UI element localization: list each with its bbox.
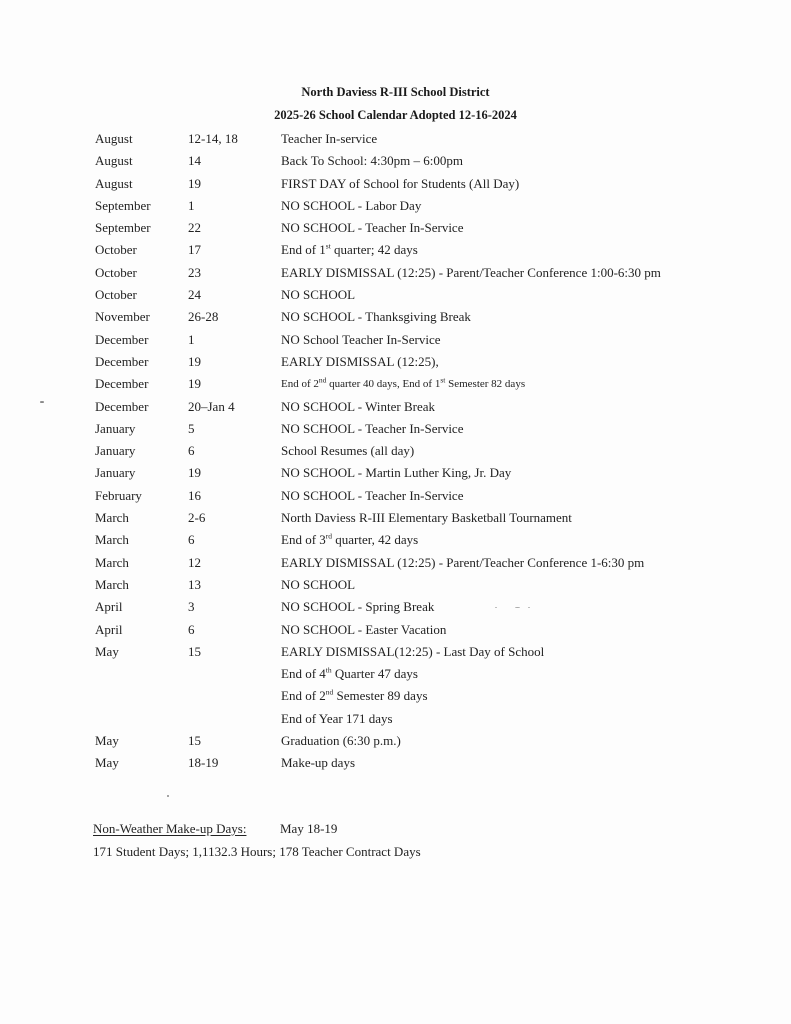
month-cell: March — [95, 510, 129, 526]
month-cell: April — [95, 599, 123, 615]
month-cell: November — [95, 309, 150, 325]
event-cell: Graduation (6:30 p.m.) — [281, 733, 401, 749]
month-cell: August — [95, 131, 133, 146]
summary-line: 171 Student Days; 1,1132.3 Hours; 178 Teacher Contract Days — [93, 844, 421, 859]
calendar-row — [0, 329, 791, 351]
day-cell: 19 — [188, 376, 201, 392]
event-cell: End of Year 171 days — [281, 710, 393, 726]
calendar-row — [0, 306, 791, 328]
month-cell: September — [95, 220, 151, 236]
month-cell: October — [95, 287, 137, 303]
calendar-row — [0, 173, 791, 195]
event-cell: School Resumes (all day) — [281, 443, 415, 459]
day-cell: 6 — [188, 621, 195, 637]
event-cell: End of 1st quarter; 42 days — [281, 242, 418, 258]
event-cell: NO SCHOOL - Easter Vacation — [281, 621, 447, 637]
day-cell: 6 — [188, 532, 195, 548]
event-cell: EARLY DISMISSAL(12:25) - Last Day of School — [281, 643, 545, 659]
day-cell: 17 — [188, 242, 201, 258]
event-cell: FIRST DAY of School for Students (All Day) — [281, 175, 520, 191]
calendar-row — [0, 239, 791, 261]
day-cell: 16 — [188, 487, 201, 503]
month-cell: March — [95, 554, 129, 570]
month-cell: May — [95, 733, 119, 749]
calendar-row — [0, 641, 791, 663]
day-cell: 12-14, 18 — [188, 131, 238, 146]
event-cell: NO SCHOOL - Martin Luther King, Jr. Day — [281, 465, 512, 481]
scan-speck — [515, 607, 520, 608]
event-cell: NO SCHOOL - Thanksgiving Break — [281, 309, 471, 325]
month-cell: March — [95, 532, 129, 548]
scan-speck — [495, 607, 497, 608]
day-cell: 18-19 — [188, 755, 219, 771]
calendar-row — [0, 351, 791, 373]
day-cell: 19 — [188, 465, 201, 481]
day-cell: 12 — [188, 554, 201, 570]
scan-speck — [167, 795, 169, 797]
month-cell: April — [95, 621, 123, 637]
month-cell: January — [95, 443, 136, 459]
month-cell: January — [95, 420, 136, 436]
day-cell: 19 — [188, 353, 201, 369]
event-cell: NO SCHOOL - Teacher In-Service — [281, 420, 464, 436]
makeup-days-value: May 18-19 — [280, 821, 338, 836]
calendar-row — [0, 485, 791, 507]
calendar-row — [0, 574, 791, 596]
calendar-row — [0, 262, 791, 284]
calendar-row — [0, 730, 791, 752]
month-cell: January — [95, 465, 136, 481]
event-cell: NO SCHOOL - Spring Break — [281, 599, 435, 615]
month-cell: February — [95, 487, 142, 503]
calendar-row — [0, 195, 791, 217]
calendar-title: 2025-26 School Calendar Adopted 12-16-2024 — [274, 108, 517, 122]
scan-speck — [40, 401, 44, 403]
day-cell: 14 — [188, 153, 201, 169]
month-cell: December — [95, 331, 149, 347]
day-cell: 23 — [188, 264, 201, 280]
day-cell: 19 — [188, 175, 201, 191]
calendar-row — [0, 462, 791, 484]
event-cell: NO SCHOOL - Winter Break — [281, 398, 436, 414]
event-cell: NO SCHOOL - Labor Day — [281, 197, 422, 213]
day-cell: 2-6 — [188, 510, 206, 526]
event-cell: Teacher In-service — [281, 131, 378, 146]
calendar-row — [0, 373, 791, 395]
calendar-row — [0, 663, 791, 685]
month-cell: December — [95, 398, 149, 414]
event-cell: NO SCHOOL - Teacher In-Service — [281, 487, 464, 503]
calendar-row — [0, 685, 791, 707]
event-cell: End of 3rd quarter, 42 days — [281, 532, 419, 548]
month-cell: May — [95, 755, 119, 771]
month-cell: December — [95, 376, 149, 392]
month-cell: May — [95, 643, 119, 659]
calendar-row — [0, 752, 791, 774]
month-cell: August — [95, 175, 133, 191]
calendar-row — [0, 596, 791, 618]
calendar-row — [0, 396, 791, 418]
day-cell: 26-28 — [188, 309, 219, 325]
day-cell: 20–Jan 4 — [188, 398, 235, 414]
month-cell: March — [95, 576, 129, 592]
makeup-days-label: Non-Weather Make-up Days: — [93, 821, 247, 836]
calendar-table — [0, 128, 791, 775]
event-cell: End of 2nd Semester 89 days — [281, 688, 428, 704]
calendar-row — [0, 418, 791, 440]
calendar-row — [0, 619, 791, 641]
day-cell: 15 — [188, 733, 201, 749]
event-cell: NO SCHOOL - Teacher In-Service — [281, 220, 464, 236]
calendar-row — [0, 150, 791, 172]
event-cell: EARLY DISMISSAL (12:25) - Parent/Teacher Conference 1:00-6:30 pm — [281, 264, 661, 280]
event-cell: Back To School: 4:30pm – 6:00pm — [281, 153, 463, 169]
calendar-row — [0, 440, 791, 462]
makeup-days-line — [0, 821, 791, 841]
day-cell: 1 — [188, 197, 195, 213]
scan-speck — [528, 607, 530, 608]
calendar-row — [0, 708, 791, 730]
calendar-row — [0, 128, 791, 150]
day-cell: 3 — [188, 599, 195, 615]
day-cell: 15 — [188, 643, 201, 659]
district-title: North Daviess R-III School District — [301, 85, 490, 99]
day-cell: 13 — [188, 576, 201, 592]
day-cell: 22 — [188, 220, 201, 236]
day-cell: 5 — [188, 420, 195, 436]
event-cell: End of 4th Quarter 47 days — [281, 665, 418, 682]
day-cell: 6 — [188, 443, 195, 459]
event-cell: EARLY DISMISSAL (12:25) - Parent/Teacher Conference 1-6:30 pm — [281, 554, 645, 570]
month-cell: September — [95, 197, 151, 213]
month-cell: October — [95, 242, 137, 258]
day-cell: 24 — [188, 287, 201, 303]
event-cell: Make-up days — [281, 755, 356, 771]
event-cell: NO SCHOOL — [281, 287, 356, 303]
calendar-row — [0, 284, 791, 306]
event-cell: NO School Teacher In-Service — [281, 331, 441, 347]
calendar-row — [0, 507, 791, 529]
month-cell: December — [95, 353, 149, 369]
event-cell: EARLY DISMISSAL (12:25), — [281, 353, 439, 369]
calendar-row — [0, 552, 791, 574]
month-cell: October — [95, 264, 137, 280]
calendar-row — [0, 529, 791, 551]
event-cell: End of 2nd quarter 40 days, End of 1st Semester 82 days — [281, 375, 526, 391]
day-cell: 1 — [188, 331, 195, 347]
event-cell: NO SCHOOL — [281, 576, 356, 592]
month-cell: August — [95, 153, 133, 169]
event-cell: North Daviess R-III Elementary Basketball Tournament — [281, 510, 572, 526]
calendar-row — [0, 217, 791, 239]
